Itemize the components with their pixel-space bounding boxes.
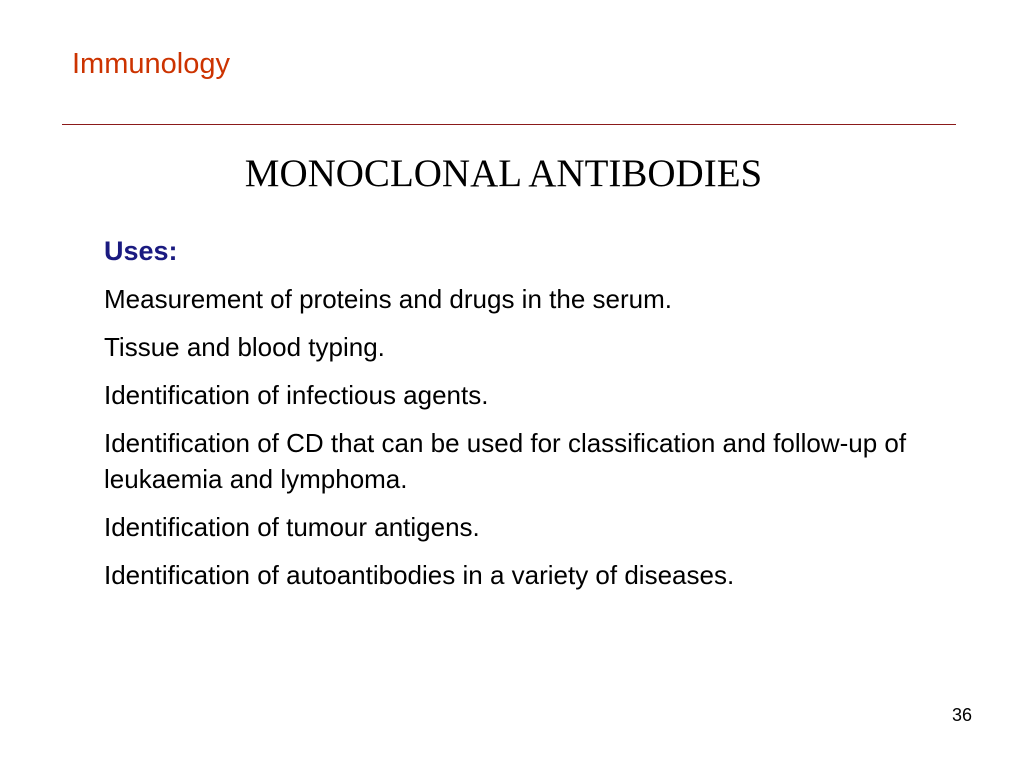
list-item: Identification of autoantibodies in a variety of diseases. <box>104 560 735 590</box>
list-item: Identification of infectious agents. <box>104 380 489 410</box>
uses-heading: Uses: <box>104 236 178 266</box>
list-item: Tissue and blood typing. <box>104 332 385 362</box>
header-divider <box>62 124 956 125</box>
list-item: Measurement of proteins and drugs in the serum. <box>104 284 672 314</box>
list-item: Identification of tumour antigens. <box>104 512 480 542</box>
page-number: 36 <box>951 705 972 725</box>
uses-list <box>104 281 984 605</box>
header-title: Immunology <box>72 48 230 80</box>
slide-title: MONOCLONAL ANTIBODIES <box>244 152 763 195</box>
list-item: Identification of CD that can be used for classification and follow-up of leukaemia and lymphoma. <box>104 428 907 494</box>
